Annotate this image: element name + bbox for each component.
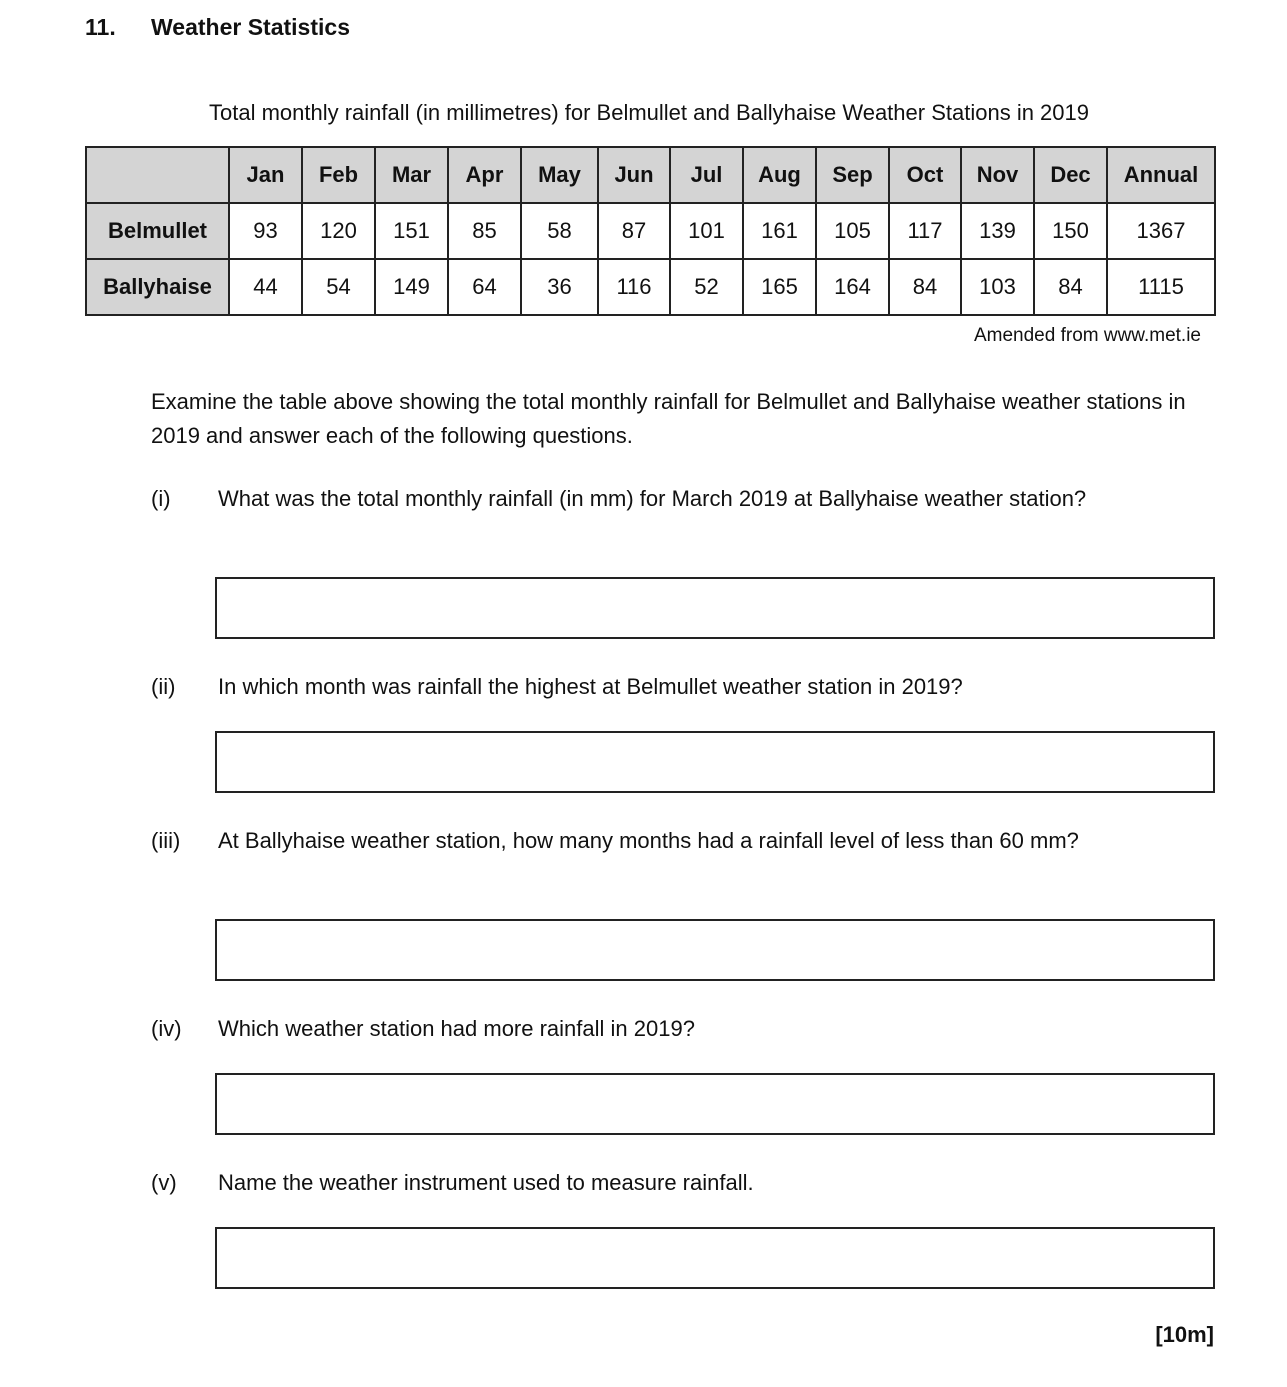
answer-box-iii[interactable] [215, 919, 1215, 981]
column-header: Mar [375, 147, 448, 203]
answer-box-i[interactable] [215, 577, 1215, 639]
table-cell: 116 [598, 259, 670, 315]
table-cell: 64 [448, 259, 521, 315]
table-row-ballyhaise [86, 259, 1215, 315]
table-cell: 58 [521, 203, 598, 259]
column-header: Apr [448, 147, 521, 203]
question-text: Which weather station had more rainfall in 2019? [218, 1016, 695, 1041]
table-cell: 85 [448, 203, 521, 259]
rainfall-table [85, 146, 1216, 316]
table-cell-annual: 1367 [1107, 203, 1215, 259]
column-header: Aug [743, 147, 816, 203]
table-header-row [86, 147, 1215, 203]
column-header: Dec [1034, 147, 1107, 203]
question-i [151, 482, 1213, 516]
table-cell: 120 [302, 203, 375, 259]
column-header: Jan [229, 147, 302, 203]
table-cell: 93 [229, 203, 302, 259]
row-label: Belmullet [86, 203, 229, 259]
column-header: Annual [1107, 147, 1215, 203]
answer-box-v[interactable] [215, 1227, 1215, 1289]
table-cell: 151 [375, 203, 448, 259]
table-cell: 84 [889, 259, 961, 315]
question-number: (iv) [151, 1016, 182, 1041]
marks-label: [10m] [1155, 1322, 1214, 1347]
column-header: May [521, 147, 598, 203]
table-cell: 150 [1034, 203, 1107, 259]
table-cell: 161 [743, 203, 816, 259]
table-cell: 44 [229, 259, 302, 315]
question-ii [151, 670, 1213, 704]
question-number: 11. [85, 14, 116, 40]
question-number: (v) [151, 1170, 177, 1195]
table-corner-cell [86, 147, 229, 203]
question-title: Weather Statistics [151, 14, 350, 40]
table-cell: 36 [521, 259, 598, 315]
table-cell: 165 [743, 259, 816, 315]
question-text: In which month was rainfall the highest at Belmullet weather station in 2019? [218, 674, 963, 699]
question-text: What was the total monthly rainfall (in mm) for March 2019 at Ballyhaise weather station? [218, 486, 1087, 511]
table-cell: 84 [1034, 259, 1107, 315]
table-caption: Total monthly rainfall (in millimetres) for Belmullet and Ballyhaise Weather Stations in 2019 [209, 100, 1089, 125]
question-number: (i) [151, 486, 171, 511]
question-number: (ii) [151, 674, 176, 699]
source-note: Amended from www.met.ie [973, 325, 1201, 346]
table-cell: 117 [889, 203, 961, 259]
table-cell: 103 [961, 259, 1034, 315]
question-heading [85, 14, 350, 41]
row-label: Ballyhaise [86, 259, 229, 315]
column-header: Sep [816, 147, 889, 203]
table-cell: 101 [670, 203, 743, 259]
table-cell: 164 [816, 259, 889, 315]
question-v [151, 1166, 1213, 1200]
table-cell: 105 [816, 203, 889, 259]
table-row-belmullet [86, 203, 1215, 259]
table-cell: 52 [670, 259, 743, 315]
answer-box-ii[interactable] [215, 731, 1215, 793]
question-iii [151, 824, 1213, 858]
column-header: Nov [961, 147, 1034, 203]
column-header: Jul [670, 147, 743, 203]
table-cell: 149 [375, 259, 448, 315]
table-cell: 139 [961, 203, 1034, 259]
table-cell-annual: 1115 [1107, 259, 1215, 315]
column-header: Jun [598, 147, 670, 203]
column-header: Oct [889, 147, 961, 203]
table-cell: 54 [302, 259, 375, 315]
answer-box-iv[interactable] [215, 1073, 1215, 1135]
column-header: Feb [302, 147, 375, 203]
question-number: (iii) [151, 828, 181, 853]
intro-paragraph: Examine the table above showing the total monthly rainfall for Belmullet and Ballyhaise weather stations in 2019 and answer each of the following questions. [151, 389, 1186, 448]
question-text: At Ballyhaise weather station, how many months had a rainfall level of less than 60 mm? [218, 828, 1079, 853]
question-text: Name the weather instrument used to measure rainfall. [218, 1170, 754, 1195]
table-cell: 87 [598, 203, 670, 259]
question-iv [151, 1012, 1213, 1046]
